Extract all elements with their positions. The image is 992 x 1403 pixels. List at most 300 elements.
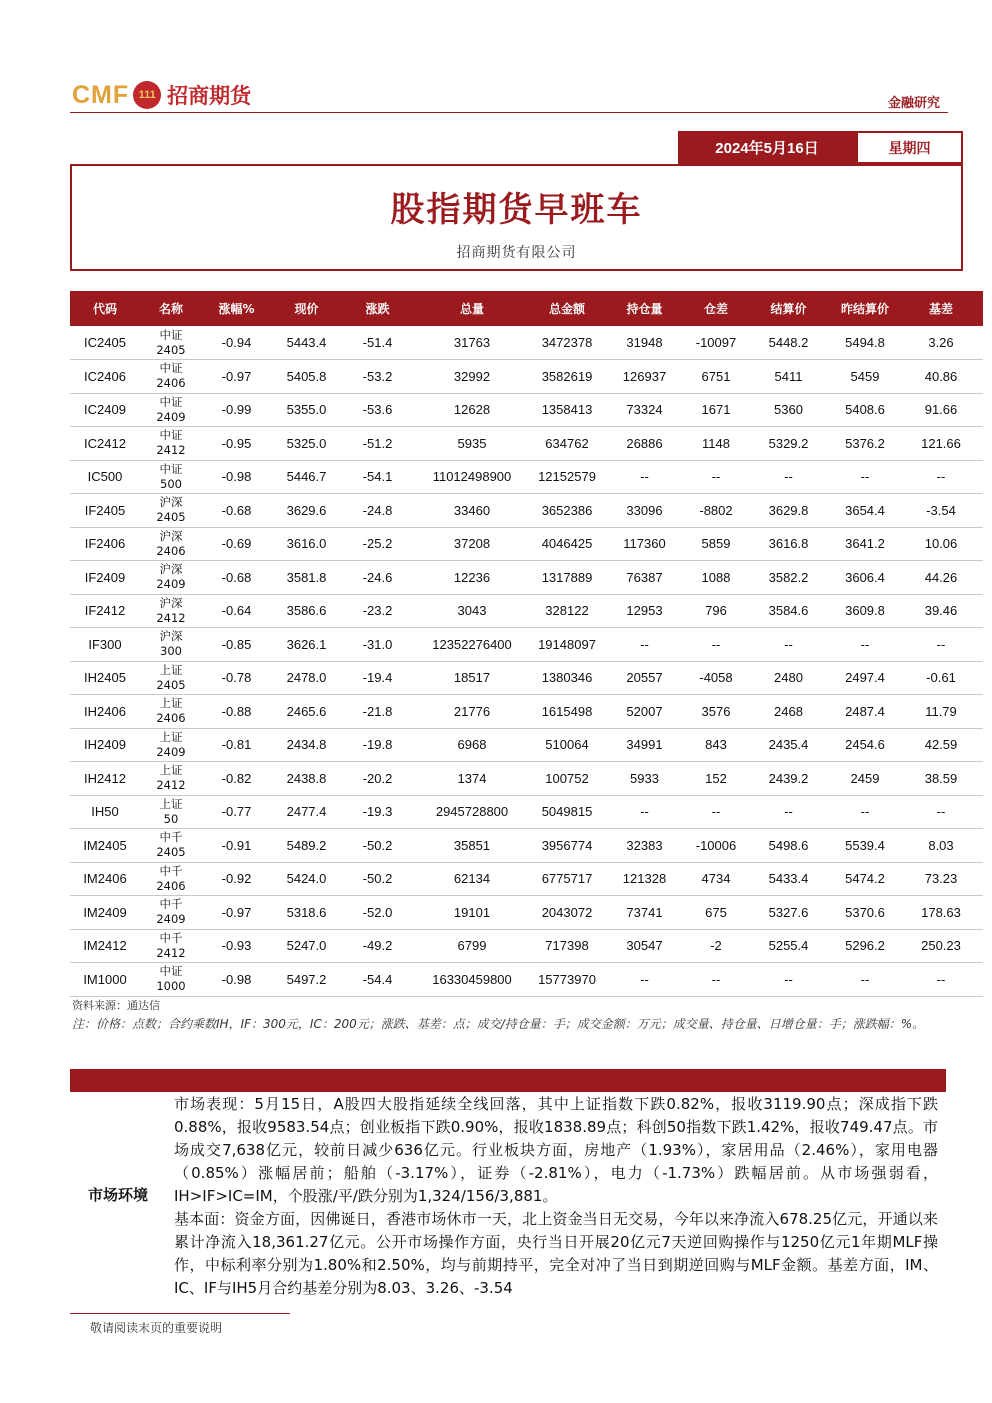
value-cell: -0.85: [202, 628, 271, 662]
contract-name-cell: [140, 594, 202, 628]
value-cell: 3629.8: [746, 494, 831, 528]
value-cell: 5539.4: [831, 829, 899, 863]
index-name: 中千: [159, 830, 183, 845]
index-name: 沪深: [159, 629, 183, 644]
value-cell: 76387: [603, 561, 686, 595]
table-row: [70, 427, 983, 461]
index-name: 上证: [159, 763, 183, 778]
value-cell: --: [831, 628, 899, 662]
value-cell: -0.88: [202, 695, 271, 729]
value-cell: 152: [686, 762, 746, 796]
value-cell: 31948: [603, 326, 686, 360]
value-cell: -0.68: [202, 561, 271, 595]
index-name: 中证: [159, 394, 183, 409]
contract-suffix: 2412: [156, 778, 186, 793]
value-cell: 2438.8: [271, 762, 342, 796]
value-cell: 39.46: [899, 594, 983, 628]
table-row: [70, 393, 983, 427]
value-cell: 91.66: [899, 393, 983, 427]
value-cell: 2487.4: [831, 695, 899, 729]
value-cell: 121.66: [899, 427, 983, 461]
value-cell: 2434.8: [271, 728, 342, 762]
value-cell: 37208: [413, 527, 531, 561]
contract-code-cell: IF2405: [70, 494, 140, 528]
value-cell: 42.59: [899, 728, 983, 762]
value-cell: 5933: [603, 762, 686, 796]
value-cell: -50.2: [342, 862, 413, 896]
contract-name-cell: [140, 728, 202, 762]
value-cell: -0.97: [202, 360, 271, 394]
table-row: [70, 460, 983, 494]
contract-code-cell: IH2412: [70, 762, 140, 796]
contract-suffix: 2405: [156, 845, 186, 860]
column-header: 涨跌: [342, 291, 413, 326]
contract-name-cell: [140, 795, 202, 829]
contract-code-cell: IM2406: [70, 862, 140, 896]
value-cell: 52007: [603, 695, 686, 729]
value-cell: 3641.2: [831, 527, 899, 561]
value-cell: 5448.2: [746, 326, 831, 360]
index-name: 上证: [159, 696, 183, 711]
value-cell: 5494.8: [831, 326, 899, 360]
value-cell: --: [686, 963, 746, 997]
column-header: 基差: [899, 291, 983, 326]
table-row: [70, 795, 983, 829]
value-cell: -0.81: [202, 728, 271, 762]
contract-code-cell: IH50: [70, 795, 140, 829]
index-name: 中千: [159, 863, 183, 878]
value-cell: -24.8: [342, 494, 413, 528]
contract-suffix: 300: [160, 644, 182, 659]
value-cell: 19148097: [531, 628, 603, 662]
report-date: 2024年5月16日: [678, 131, 856, 164]
contract-name-cell: [140, 460, 202, 494]
market-section-label: 市场环境: [87, 1186, 148, 1204]
value-cell: 1317889: [531, 561, 603, 595]
value-cell: -24.6: [342, 561, 413, 595]
value-cell: --: [603, 963, 686, 997]
contract-code-cell: IH2409: [70, 728, 140, 762]
value-cell: 32383: [603, 829, 686, 863]
value-cell: -0.64: [202, 594, 271, 628]
value-cell: 5370.6: [831, 896, 899, 930]
index-name: 上证: [159, 729, 183, 744]
index-name: 中证: [159, 428, 183, 443]
value-cell: --: [899, 795, 983, 829]
report-weekday: 星期四: [856, 131, 963, 164]
value-cell: -0.68: [202, 494, 271, 528]
value-cell: 5459: [831, 360, 899, 394]
value-cell: -3.54: [899, 494, 983, 528]
value-cell: 5424.0: [271, 862, 342, 896]
contract-suffix: 2406: [156, 878, 186, 893]
value-cell: 250.23: [899, 929, 983, 963]
contract-code-cell: IM2405: [70, 829, 140, 863]
value-cell: -0.61: [899, 661, 983, 695]
value-cell: -0.82: [202, 762, 271, 796]
column-header: 名称: [140, 291, 202, 326]
contract-suffix: 2409: [156, 912, 186, 927]
value-cell: 5443.4: [271, 326, 342, 360]
contract-code-cell: IH2405: [70, 661, 140, 695]
value-cell: -54.1: [342, 460, 413, 494]
value-cell: -0.94: [202, 326, 271, 360]
index-name: 中千: [159, 897, 183, 912]
value-cell: 11012498900: [413, 460, 531, 494]
value-cell: 3582619: [531, 360, 603, 394]
value-cell: 3576: [686, 695, 746, 729]
value-cell: -8802: [686, 494, 746, 528]
value-cell: 3472378: [531, 326, 603, 360]
table-row: [70, 561, 983, 595]
value-cell: 843: [686, 728, 746, 762]
value-cell: -23.2: [342, 594, 413, 628]
value-cell: 1671: [686, 393, 746, 427]
value-cell: 10.06: [899, 527, 983, 561]
units-note: 注：价格：点数；合约乘数IH，IF：300元，IC：200元；涨跌、基差：点；成交/持仓量：手；成交金额：万元；成交量、持仓量、日增仓量：手；涨跌幅：%。: [72, 1017, 925, 1031]
contract-name-cell: [140, 360, 202, 394]
footer-divider: [70, 1313, 290, 1314]
value-cell: 5318.6: [271, 896, 342, 930]
contract-code-cell: IC500: [70, 460, 140, 494]
index-name: 沪深: [159, 528, 183, 543]
value-cell: -0.93: [202, 929, 271, 963]
value-cell: 31763: [413, 326, 531, 360]
index-name: 中证: [159, 327, 183, 342]
footer-disclaimer: 敬请阅读末页的重要说明: [90, 1321, 223, 1335]
table-row: [70, 929, 983, 963]
table-row: [70, 326, 983, 360]
value-cell: 5497.2: [271, 963, 342, 997]
value-cell: 18517: [413, 661, 531, 695]
value-cell: 1358413: [531, 393, 603, 427]
value-cell: 21776: [413, 695, 531, 729]
value-cell: 26886: [603, 427, 686, 461]
value-cell: -31.0: [342, 628, 413, 662]
table-row: [70, 695, 983, 729]
contract-name-cell: [140, 929, 202, 963]
value-cell: 5327.6: [746, 896, 831, 930]
value-cell: -53.6: [342, 393, 413, 427]
value-cell: 2477.4: [271, 795, 342, 829]
value-cell: 796: [686, 594, 746, 628]
column-header: 涨幅%: [202, 291, 271, 326]
table-row: [70, 661, 983, 695]
contract-suffix: 2412: [156, 443, 186, 458]
futures-table: [70, 291, 983, 997]
value-cell: -51.2: [342, 427, 413, 461]
contract-code-cell: IC2406: [70, 360, 140, 394]
contract-suffix: 2412: [156, 610, 186, 625]
table-row: [70, 963, 983, 997]
value-cell: --: [603, 460, 686, 494]
value-cell: --: [899, 460, 983, 494]
value-cell: 1088: [686, 561, 746, 595]
value-cell: 62134: [413, 862, 531, 896]
value-cell: 12236: [413, 561, 531, 595]
table-body: [70, 326, 983, 996]
company-name: 招商期货有限公司: [456, 245, 577, 261]
value-cell: -0.77: [202, 795, 271, 829]
contract-name-cell: [140, 494, 202, 528]
value-cell: -21.8: [342, 695, 413, 729]
value-cell: 2468: [746, 695, 831, 729]
value-cell: 717398: [531, 929, 603, 963]
value-cell: -2: [686, 929, 746, 963]
index-name: 中千: [159, 930, 183, 945]
contract-name-cell: [140, 393, 202, 427]
value-cell: 2439.2: [746, 762, 831, 796]
contract-code-cell: IF300: [70, 628, 140, 662]
column-header: 昨结算价: [831, 291, 899, 326]
value-cell: -52.0: [342, 896, 413, 930]
index-name: 中证: [159, 461, 183, 476]
logo-cmf-text: CMF: [72, 80, 130, 109]
value-cell: 3654.4: [831, 494, 899, 528]
contract-name-cell: [140, 862, 202, 896]
value-cell: -10006: [686, 829, 746, 863]
value-cell: 3.26: [899, 326, 983, 360]
contract-name-cell: [140, 829, 202, 863]
value-cell: 5325.0: [271, 427, 342, 461]
value-cell: 12953: [603, 594, 686, 628]
value-cell: 100752: [531, 762, 603, 796]
table-row: [70, 527, 983, 561]
contract-code-cell: IF2412: [70, 594, 140, 628]
value-cell: 3586.6: [271, 594, 342, 628]
value-cell: 73.23: [899, 862, 983, 896]
value-cell: 5360: [746, 393, 831, 427]
value-cell: 2454.6: [831, 728, 899, 762]
value-cell: --: [831, 460, 899, 494]
value-cell: 3629.6: [271, 494, 342, 528]
value-cell: 2478.0: [271, 661, 342, 695]
value-cell: 3609.8: [831, 594, 899, 628]
value-cell: 6751: [686, 360, 746, 394]
table-row: [70, 896, 983, 930]
contract-suffix: 50: [163, 811, 179, 826]
value-cell: -19.4: [342, 661, 413, 695]
value-cell: -51.4: [342, 326, 413, 360]
value-cell: 33460: [413, 494, 531, 528]
value-cell: 33096: [603, 494, 686, 528]
value-cell: --: [603, 628, 686, 662]
value-cell: 5935: [413, 427, 531, 461]
value-cell: -54.4: [342, 963, 413, 997]
value-cell: 15773970: [531, 963, 603, 997]
contract-name-cell: [140, 326, 202, 360]
value-cell: -53.2: [342, 360, 413, 394]
index-name: 沪深: [159, 495, 183, 510]
value-cell: -19.8: [342, 728, 413, 762]
table-row: [70, 360, 983, 394]
value-cell: 2480: [746, 661, 831, 695]
contract-suffix: 2405: [156, 342, 186, 357]
index-name: 中证: [159, 361, 183, 376]
value-cell: -20.2: [342, 762, 413, 796]
value-cell: 35851: [413, 829, 531, 863]
value-cell: 5408.6: [831, 393, 899, 427]
contract-suffix: 2405: [156, 677, 186, 692]
value-cell: 5859: [686, 527, 746, 561]
value-cell: 5329.2: [746, 427, 831, 461]
value-cell: 6968: [413, 728, 531, 762]
value-cell: -0.95: [202, 427, 271, 461]
value-cell: -10097: [686, 326, 746, 360]
contract-name-cell: [140, 762, 202, 796]
value-cell: -50.2: [342, 829, 413, 863]
value-cell: 6799: [413, 929, 531, 963]
value-cell: 5474.2: [831, 862, 899, 896]
company-logo: [72, 80, 251, 110]
contract-name-cell: [140, 427, 202, 461]
value-cell: 2459: [831, 762, 899, 796]
value-cell: --: [686, 795, 746, 829]
value-cell: 3956774: [531, 829, 603, 863]
contract-suffix: 500: [160, 476, 182, 491]
value-cell: 126937: [603, 360, 686, 394]
contract-code-cell: IF2406: [70, 527, 140, 561]
value-cell: 38.59: [899, 762, 983, 796]
value-cell: 5433.4: [746, 862, 831, 896]
table-header-row: [70, 291, 983, 326]
value-cell: 178.63: [899, 896, 983, 930]
department-label: 金融研究: [887, 96, 940, 111]
value-cell: 3626.1: [271, 628, 342, 662]
logo-chinese-name: 招商期货: [167, 84, 252, 108]
value-cell: -0.98: [202, 963, 271, 997]
value-cell: 3043: [413, 594, 531, 628]
contract-name-cell: [140, 963, 202, 997]
contract-suffix: 1000: [156, 979, 186, 994]
value-cell: --: [899, 628, 983, 662]
value-cell: --: [831, 963, 899, 997]
value-cell: -4058: [686, 661, 746, 695]
value-cell: 11.79: [899, 695, 983, 729]
market-performance-paragraph: 市场表现：5月15日，A股四大股指延续全线回落，其中上证指数下跌0.82%，报收3119.90点；深成指下跌0.88%，报收9583.54点；创业板指下跌0.90%，报收1838.89点；科创50指数下跌1.42%，报收749.47点。市场成交7,638亿元，较前日减少636亿元。行业板块方面，房地产（1.93%），家居用品（2.46%），家用电器（0.85%）涨幅居前；船舶（-3.17%），证券（-2.81%），电力（-1.73%）跌幅居前。从市场强弱看，IH>IF>IC=IM，个股涨/平/跌分别为1,324/156/3,881。: [174, 1095, 938, 1205]
value-cell: 8.03: [899, 829, 983, 863]
contract-code-cell: IM2412: [70, 929, 140, 963]
table-row: [70, 762, 983, 796]
column-header: 仓差: [686, 291, 746, 326]
value-cell: -0.97: [202, 896, 271, 930]
value-cell: 3616.0: [271, 527, 342, 561]
table-row: [70, 628, 983, 662]
table-row: [70, 494, 983, 528]
contract-name-cell: [140, 695, 202, 729]
column-header: 现价: [271, 291, 342, 326]
index-name: 上证: [159, 796, 183, 811]
index-name: 沪深: [159, 595, 183, 610]
contract-suffix: 2409: [156, 744, 186, 759]
value-cell: -0.91: [202, 829, 271, 863]
value-cell: --: [899, 963, 983, 997]
column-header: 总量: [413, 291, 531, 326]
contract-suffix: 2412: [156, 945, 186, 960]
value-cell: 328122: [531, 594, 603, 628]
value-cell: 3616.8: [746, 527, 831, 561]
value-cell: 510064: [531, 728, 603, 762]
contract-code-cell: IM1000: [70, 963, 140, 997]
fundamentals-paragraph: 基本面：资金方面，因佛诞日，香港市场休市一天，北上资金当日无交易，今年以来净流入678.25亿元，开通以来累计净流入18,361.27亿元。公开市场操作方面，央行当日开展20亿元7天逆回购操作与1250亿元1年期MLF操作，中标利率分别为1.80%和2.50%，均与前期持平，完全对冲了当日到期逆回购与MLF金额。基差方面，IM、IC、IF与IH5月合约基差分别为8.03、3.26、-3.54: [174, 1210, 938, 1297]
contract-name-cell: [140, 896, 202, 930]
value-cell: 5498.6: [746, 829, 831, 863]
value-cell: 675: [686, 896, 746, 930]
contract-code-cell: IC2405: [70, 326, 140, 360]
value-cell: 73324: [603, 393, 686, 427]
value-cell: --: [746, 963, 831, 997]
value-cell: 4734: [686, 862, 746, 896]
value-cell: 5247.0: [271, 929, 342, 963]
contract-suffix: 2405: [156, 510, 186, 525]
value-cell: 16330459800: [413, 963, 531, 997]
contract-code-cell: IC2409: [70, 393, 140, 427]
value-cell: -0.99: [202, 393, 271, 427]
value-cell: 3581.8: [271, 561, 342, 595]
table-row: [70, 829, 983, 863]
value-cell: 12152579: [531, 460, 603, 494]
value-cell: -0.69: [202, 527, 271, 561]
value-cell: -25.2: [342, 527, 413, 561]
contract-suffix: 2406: [156, 711, 186, 726]
value-cell: -19.3: [342, 795, 413, 829]
table-row: [70, 728, 983, 762]
value-cell: 3582.2: [746, 561, 831, 595]
contract-code-cell: IH2406: [70, 695, 140, 729]
table-row: [70, 594, 983, 628]
market-section-bar: [70, 1069, 946, 1092]
value-cell: --: [746, 795, 831, 829]
value-cell: -0.78: [202, 661, 271, 695]
report-title: 股指期货早班车: [390, 190, 643, 230]
contract-suffix: 2409: [156, 409, 186, 424]
value-cell: 1374: [413, 762, 531, 796]
contract-code-cell: IM2409: [70, 896, 140, 930]
value-cell: -0.92: [202, 862, 271, 896]
value-cell: 20557: [603, 661, 686, 695]
value-cell: 6775717: [531, 862, 603, 896]
value-cell: --: [686, 628, 746, 662]
value-cell: 1615498: [531, 695, 603, 729]
value-cell: 5296.2: [831, 929, 899, 963]
value-cell: 5489.2: [271, 829, 342, 863]
value-cell: --: [603, 795, 686, 829]
value-cell: 2497.4: [831, 661, 899, 695]
value-cell: 2435.4: [746, 728, 831, 762]
value-cell: 12628: [413, 393, 531, 427]
value-cell: 12352276400: [413, 628, 531, 662]
value-cell: 40.86: [899, 360, 983, 394]
contract-code-cell: IC2412: [70, 427, 140, 461]
contract-name-cell: [140, 628, 202, 662]
value-cell: -0.98: [202, 460, 271, 494]
title-box: [70, 164, 963, 271]
column-header: 代码: [70, 291, 140, 326]
value-cell: -49.2: [342, 929, 413, 963]
value-cell: 5405.8: [271, 360, 342, 394]
value-cell: --: [746, 460, 831, 494]
value-cell: 2465.6: [271, 695, 342, 729]
column-header: 总金额: [531, 291, 603, 326]
contract-suffix: 2409: [156, 577, 186, 592]
value-cell: 44.26: [899, 561, 983, 595]
value-cell: 32992: [413, 360, 531, 394]
value-cell: 3652386: [531, 494, 603, 528]
value-cell: 3584.6: [746, 594, 831, 628]
value-cell: 19101: [413, 896, 531, 930]
value-cell: --: [686, 460, 746, 494]
value-cell: 634762: [531, 427, 603, 461]
